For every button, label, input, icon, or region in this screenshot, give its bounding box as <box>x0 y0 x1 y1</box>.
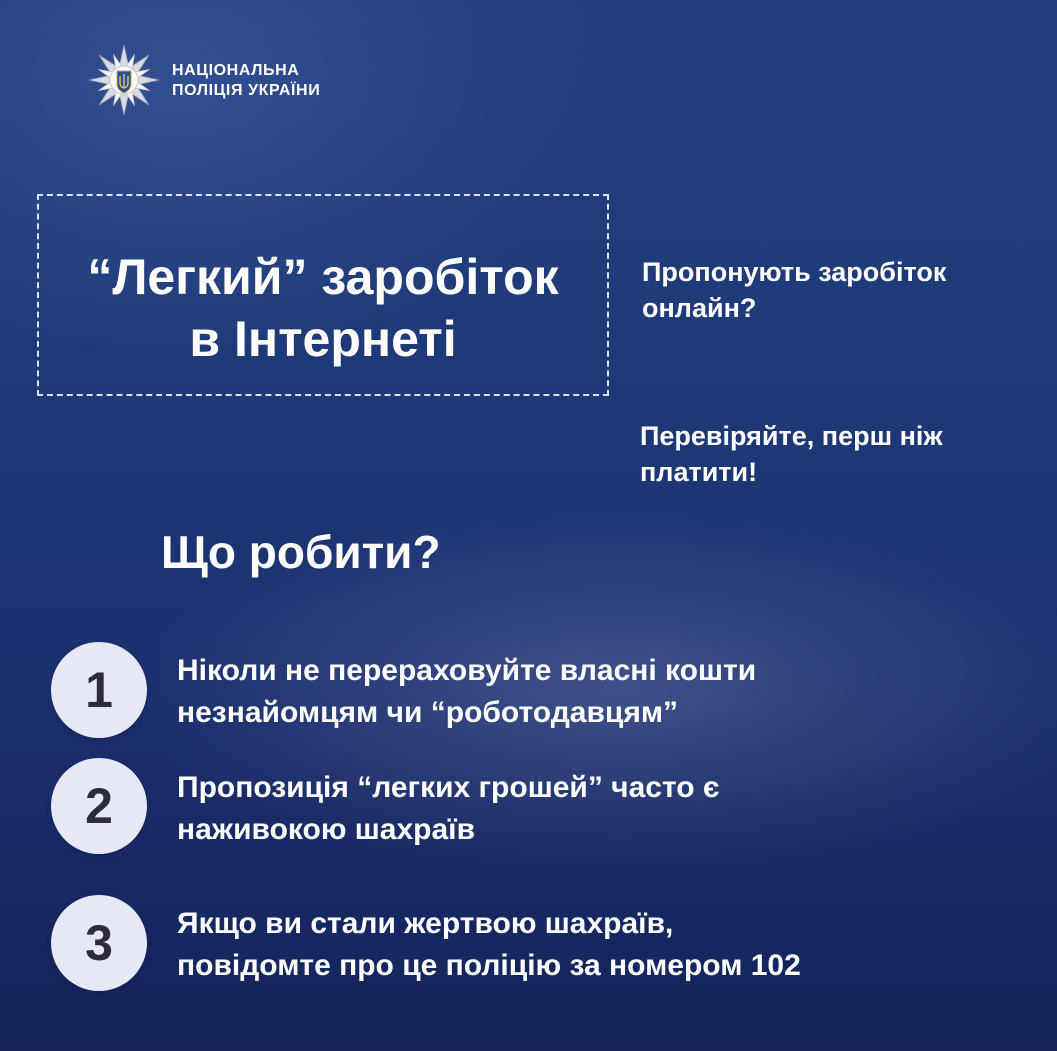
step-2-line-1: Пропозиція “легких грошей” часто є <box>177 771 720 804</box>
headline-line-2: в Інтернеті <box>189 311 457 367</box>
step-3-number-badge: 3 <box>51 895 147 991</box>
advice-note <box>640 418 943 490</box>
step-2-text <box>177 767 719 851</box>
police-star-emblem-icon <box>88 44 160 116</box>
step-2-number-badge: 2 <box>51 758 147 854</box>
organization-name <box>172 61 320 101</box>
step-1-line-1: Ніколи не перераховуйте власні кошти <box>177 654 757 687</box>
step-3-line-1: Якщо ви стали жертвою шахраїв, <box>177 907 674 940</box>
question-line-1: Пропонують заробіток <box>642 257 947 287</box>
org-name-line-2: ПОЛІЦІЯ УКРАЇНИ <box>172 82 321 99</box>
step-3-text <box>177 903 801 987</box>
step-1-line-2: незнайомцям чи “роботодавцям” <box>177 696 679 729</box>
step-2-line-2: наживокою шахраїв <box>177 813 476 846</box>
advice-line-2: платити! <box>640 457 758 487</box>
what-to-do-heading: Що робити? <box>161 526 441 578</box>
org-name-line-1: НАЦІОНАЛЬНА <box>172 62 300 79</box>
question-line-2: онлайн? <box>642 293 757 323</box>
advice-line-1: Перевіряйте, перш ніж <box>640 421 943 451</box>
headline-line-1: “Легкий” заробіток <box>87 249 559 305</box>
step-3-line-2: повідомте про це поліцію за номером 102 <box>177 949 801 982</box>
headline <box>37 246 609 370</box>
step-1-number-badge: 1 <box>51 642 147 738</box>
step-1-text <box>177 650 756 734</box>
question-note <box>642 254 946 326</box>
